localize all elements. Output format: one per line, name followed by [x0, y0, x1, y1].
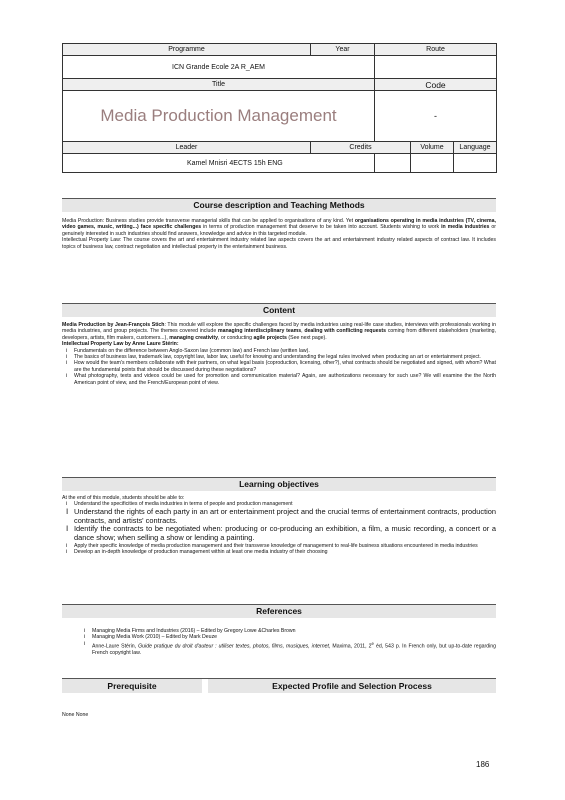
programme-label: Programme [63, 44, 311, 56]
course-header-table [62, 43, 497, 173]
prerequisite-bar [62, 678, 496, 693]
course-title: Media Production Management [63, 91, 375, 142]
reference-item: Ⅰ Managing Media Firms and Industries (2016) – Edited by Gregory Lowe &Charles Brown [84, 628, 296, 634]
code-label: Code [375, 79, 497, 91]
list-item: Ⅰ Identify the contracts to be negotiated when: producing or co-producing an exhibition, a film, a music recording, a concert or a dance show; when selling a show or lending a painting. [66, 524, 496, 543]
learning-objectives-heading: Learning objectives [62, 477, 496, 491]
course-description-heading: Course description and Teaching Methods [62, 198, 496, 212]
content-intro: Media Production by Jean-François Stich: This module will explore the specific challenges faced by media industries using real-life case studies, interviews with professionals working in media industries, and group projects. The themes covered include managing interdisciplinary teams, dealing with conflicting requests coming from different stakeholders (marketing, developers, artists, film makers, customers...), managing creativity, or conducting agile projects (See next page). [62, 322, 496, 341]
reference-item: Ⅰ Anne-Laure Stérin, Guide pratique du droit d'auteur : utiliser textes, photos, films, musiques, internet, Maxima, 2011, 2e éd, 543 p. In French only, but up-to-date regarding French copyright law. [84, 640, 496, 656]
list-item: Ⅰ Apply their specific knowledge of media production management and their transverse knowledge of management to real-life business situations encountered in media industries [66, 543, 478, 549]
prerequisite-values: None None [62, 712, 89, 718]
list-item: Ⅰ Develop an in-depth knowledge of production management within at least one media industry of their choosing [66, 549, 328, 556]
learning-objectives-text [62, 495, 496, 556]
prerequisite-heading: Prerequisite [62, 679, 202, 693]
expected-profile-heading: Expected Profile and Selection Process [208, 679, 496, 693]
credits-label: Credits [311, 142, 411, 154]
list-item: Ⅰ Fundamentals on the difference between Anglo-Saxon law (common law) and French law (written law). [66, 347, 310, 354]
list-item: Ⅰ Understand the specificities of media industries in terms of people and production management [66, 501, 293, 508]
leader-value: Kamel Mnisri 4ECTS 15h ENG [63, 154, 375, 173]
list-item: Ⅰ The basics of business law, trademark law, copyright law, labor law, useful for knowing and understanding the legal rules involved when producing an art or entertainment project. [66, 354, 481, 361]
list-item: Ⅰ How would the team's members collaborate with their partners, on what legal basis (coproduction, licensing, other?), what contracts should be negotiated and signed, with whom? What are the fundamental points that should be discussed during these negotiations? [66, 360, 496, 373]
description-paragraph-1: Media Production: Business studies provide transverse managerial skills that can be applied to organisations of any kind. Yet organisations operating in media industries (TV, cinema, video games, music, writing...) face specific challenges in terms of production management that deserve to be taken into account. Students wishing to work in media industries or genuinely interested in such industries should find answers, knowledge and advice in this targeted module. [62, 218, 496, 237]
page-number: 186 [476, 760, 490, 769]
year-label: Year [311, 44, 375, 56]
programme-value: ICN Grande Ecole 2A R_AEM [63, 56, 375, 79]
list-item: Ⅰ Understand the rights of each party in an art or entertainment project and the crucial terms of entertainment contracts, production contracts, and artists' contracts. [66, 506, 496, 525]
volume-label: Volume [411, 142, 454, 154]
reference-item: Ⅰ Managing Media Work (2010) – Edited by Mark Deuze [84, 634, 218, 641]
description-paragraph-2: Intellectual Property Law: The course covers the art and entertainment industry related law aspects covers the art and entertainment industry related aspects of contract law. It includes topics of business law, contract negotiation and intellectual property in the entertainment business. [62, 237, 496, 250]
learning-intro: At the end of this module, students should be able to: [62, 495, 185, 501]
content-heading: Content [62, 303, 496, 317]
language-label: Language [454, 142, 497, 154]
content-text [62, 322, 496, 386]
list-item: Ⅰ What photography, texts and videos could be used for promotion and communication material? Again, are authorizations necessary for such use? We will examine the the North American point of view, and the French/European point of view. [66, 373, 496, 386]
code-value: - [375, 91, 497, 142]
references-heading: References [62, 604, 496, 618]
references-text [80, 628, 496, 656]
route-label: Route [375, 44, 497, 56]
content-ip-heading: Intellectual Property Law by Anne Laure Stérin: [62, 341, 179, 348]
course-description-text [62, 218, 496, 250]
title-label: Title [63, 79, 375, 91]
leader-label: Leader [63, 142, 311, 154]
